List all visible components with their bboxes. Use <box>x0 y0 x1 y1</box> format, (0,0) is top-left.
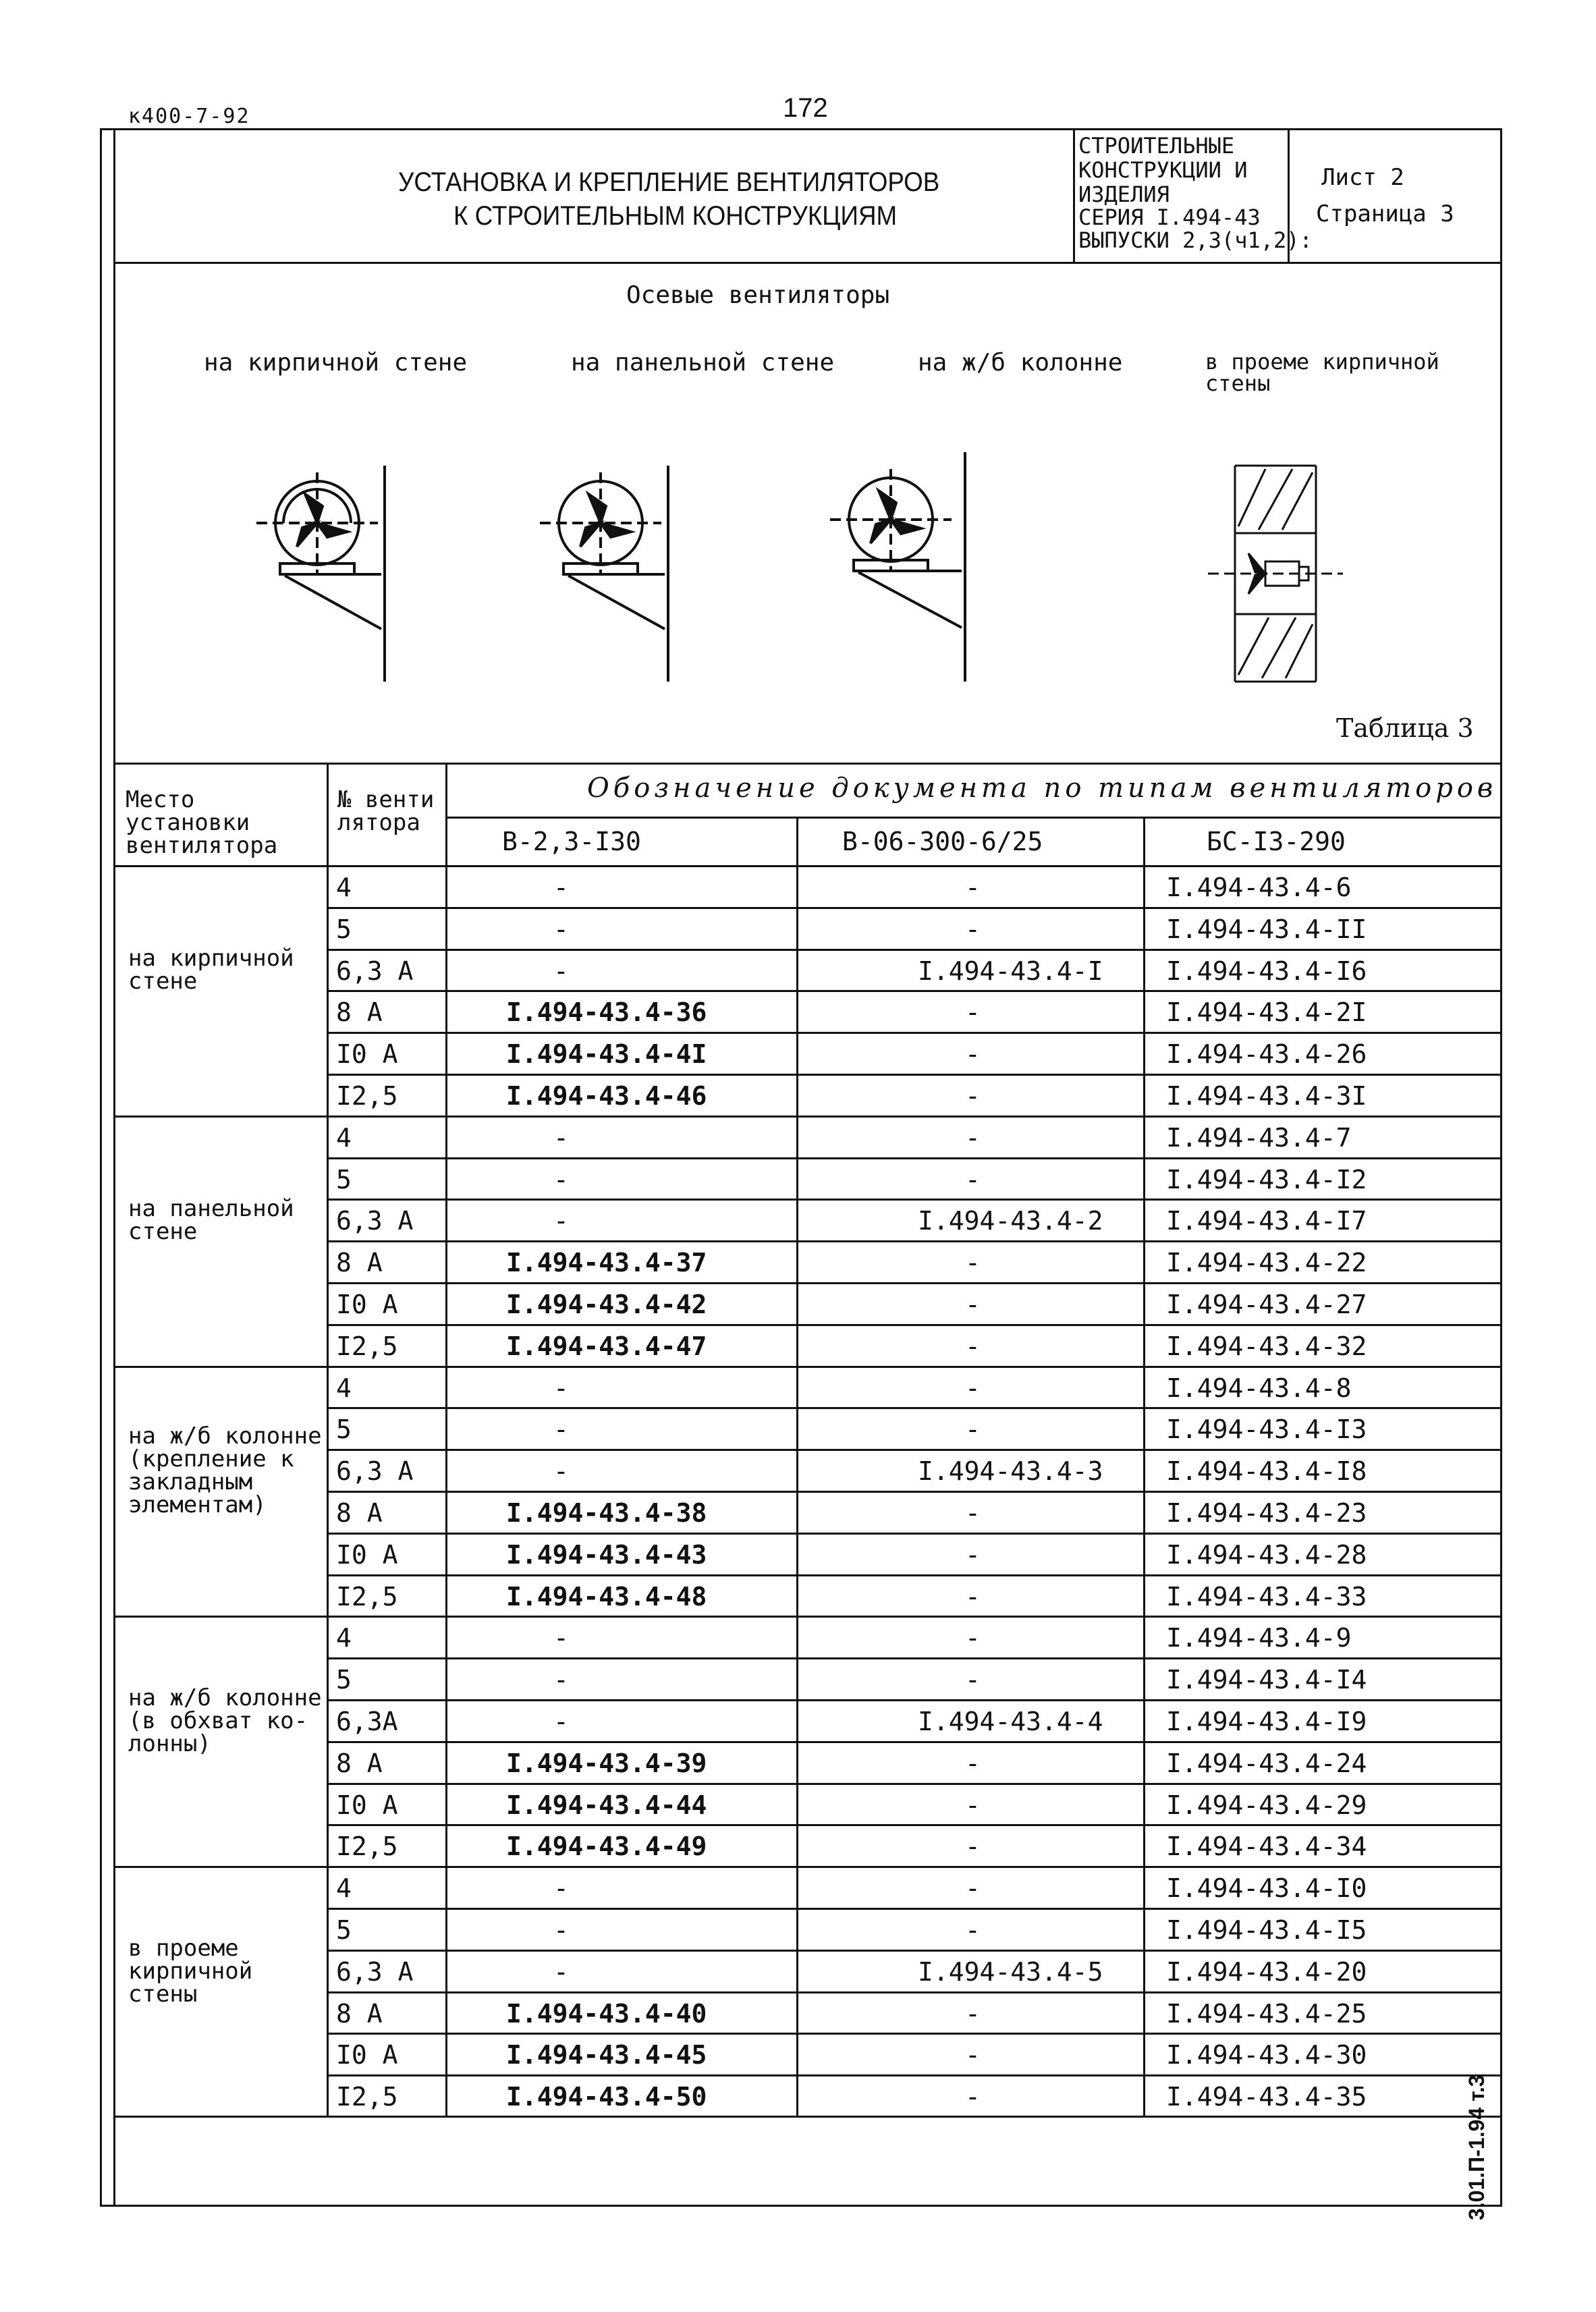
row-line <box>327 1407 1502 1409</box>
group-separator <box>113 1616 1502 1618</box>
doc-cell-type3: I.494-43.4-29 <box>1166 1790 1367 1820</box>
group-separator <box>113 865 1502 867</box>
doc-cell-type3: I.494-43.4-I7 <box>1166 1206 1367 1236</box>
doc-cell-type1: I.494-43.4-44 <box>506 1790 707 1820</box>
doc-cell-type1: I.494-43.4-50 <box>506 2082 707 2112</box>
fan-number-cell: 4 <box>336 1122 352 1153</box>
page-number: 172 <box>783 93 828 123</box>
doc-cell-type3: I.494-43.4-8 <box>1166 1373 1352 1403</box>
doc-cell-type2: - <box>965 1414 981 1445</box>
doc-cell-type2: - <box>965 873 981 902</box>
doc-cell-type2: - <box>965 1331 981 1361</box>
col-line-place <box>327 763 329 2116</box>
fan-number-cell: 4 <box>336 873 352 902</box>
doc-cell-type3: I.494-43.4-24 <box>1166 1748 1367 1778</box>
row-line <box>327 1574 1502 1576</box>
row-line <box>327 1741 1502 1743</box>
doc-cell-type1: - <box>553 1373 569 1403</box>
doc-cell-type3: I.494-43.4-35 <box>1166 2082 1367 2112</box>
caption-brick-wall: на кирпичной стене <box>204 349 468 377</box>
row-line <box>327 1657 1502 1659</box>
doc-cell-type3: I.494-43.4-6 <box>1166 873 1352 902</box>
fan-column-drawing <box>810 445 972 688</box>
fan-number-cell: I0 А <box>336 2040 398 2070</box>
title-block-divider-1 <box>1073 128 1075 262</box>
doc-cell-type2: I.494-43.4-I <box>918 956 1103 986</box>
doc-cell-type1: I.494-43.4-45 <box>506 2040 707 2070</box>
row-line <box>327 949 1502 951</box>
doc-cell-type3: I.494-43.4-7 <box>1166 1122 1352 1153</box>
group-place-label: на ж/б колонне (в обхват ко- лонны) <box>128 1684 322 1757</box>
doc-cell-type3: I.494-43.4-I8 <box>1166 1456 1367 1487</box>
doc-cell-type3: I.494-43.4-23 <box>1166 1498 1367 1528</box>
doc-cell-type1: I.494-43.4-49 <box>506 1832 707 1862</box>
row-line <box>327 1533 1502 1535</box>
doc-cell-type3: I.494-43.4-22 <box>1166 1248 1367 1278</box>
doc-cell-type3: I.494-43.4-33 <box>1166 1581 1367 1612</box>
fan-number-cell: 8 А <box>336 1998 383 2029</box>
doc-cell-type1: - <box>553 1122 569 1153</box>
doc-cell-type1: - <box>553 873 569 902</box>
doc-cell-type2: - <box>965 1122 981 1153</box>
fan-number-cell: 4 <box>336 1373 352 1403</box>
fan-number-cell: 6,3 А <box>336 1206 414 1236</box>
fan-number-cell: I2,5 <box>336 1331 398 1361</box>
doc-cell-type2: - <box>965 997 981 1028</box>
doc-cell-type1: - <box>553 1915 569 1945</box>
doc-cell-type1: I.494-43.4-43 <box>506 1539 707 1570</box>
fan-number-cell: 4 <box>336 1873 352 1904</box>
doc-cell-type3: I.494-43.4-20 <box>1166 1956 1367 1987</box>
doc-cell-type1: I.494-43.4-48 <box>506 1581 707 1612</box>
header-document: Обозначение документа по типам вентиляторов <box>587 773 1497 804</box>
fan-number-cell: 8 А <box>336 1248 383 1278</box>
table-top-line <box>113 763 1502 765</box>
row-line <box>327 1491 1502 1493</box>
caption-column: на ж/б колонне <box>918 349 1123 377</box>
fan-number-cell: 6,3 А <box>336 1956 414 1987</box>
doc-cell-type3: I.494-43.4-34 <box>1166 1832 1367 1862</box>
doc-cell-type3: I.494-43.4-26 <box>1166 1039 1367 1070</box>
fan-number-cell: I2,5 <box>336 1832 398 1862</box>
fan-brick-wall-drawing <box>243 452 405 688</box>
col-line-type2 <box>1143 817 1145 2116</box>
doc-cell-type1: - <box>553 1665 569 1695</box>
doc-cell-type3: I.494-43.4-28 <box>1166 1539 1367 1570</box>
doc-cell-type3: I.494-43.4-9 <box>1166 1623 1352 1653</box>
doc-cell-type3: I.494-43.4-3I <box>1166 1081 1367 1111</box>
doc-cell-type1: I.494-43.4-36 <box>506 997 707 1028</box>
doc-cell-type2: - <box>965 1248 981 1278</box>
doc-cell-type1: - <box>553 1623 569 1653</box>
fan-number-cell: 5 <box>336 1164 352 1194</box>
fan-number-cell: 5 <box>336 1665 352 1695</box>
fan-number-cell: 5 <box>336 914 352 944</box>
row-line <box>327 1950 1502 1952</box>
doc-cell-type1: - <box>553 1414 569 1445</box>
group-place-label: на панельной стене <box>128 1195 294 1246</box>
series-line-5: ВЫПУСКИ 2,3(ч1,2): <box>1078 227 1313 253</box>
row-line <box>327 1157 1502 1159</box>
group-separator <box>113 1366 1502 1368</box>
row-line <box>327 1783 1502 1785</box>
section-title: Осевые вентиляторы <box>626 281 890 309</box>
title-line-2: К СТРОИТЕЛЬНЫМ КОНСТРУКЦИЯМ <box>453 201 898 231</box>
doc-cell-type1: - <box>553 1956 569 1987</box>
header-number: № венти лятора <box>337 786 435 836</box>
fan-number-cell: 8 А <box>336 997 383 1028</box>
fan-number-cell: 6,3 А <box>336 956 414 986</box>
caption-opening-1: в проеме кирпичной <box>1205 349 1439 375</box>
doc-cell-type1: I.494-43.4-40 <box>506 1998 707 2029</box>
doc-cell-type1: I.494-43.4-42 <box>506 1290 707 1319</box>
table-label: Таблица 3 <box>1336 713 1474 743</box>
fan-number-cell: 6,3А <box>336 1707 398 1736</box>
doc-cell-type1: I.494-43.4-4I <box>506 1039 707 1070</box>
fan-number-cell: I0 А <box>336 1539 398 1570</box>
fan-number-cell: 8 А <box>336 1498 383 1528</box>
doc-cell-type1: I.494-43.4-39 <box>506 1748 707 1778</box>
group-separator <box>113 1116 1502 1118</box>
doc-cell-type2: - <box>965 1081 981 1111</box>
fan-number-cell: I0 А <box>336 1790 398 1820</box>
doc-cell-type2: - <box>965 1832 981 1862</box>
doc-cell-type1: I.494-43.4-38 <box>506 1498 707 1528</box>
fan-number-cell: I0 А <box>336 1290 398 1319</box>
fan-number-cell: I2,5 <box>336 1081 398 1111</box>
doc-cell-type2: - <box>965 1581 981 1612</box>
doc-cell-type3: I.494-43.4-I6 <box>1166 956 1367 986</box>
doc-cell-type3: I.494-43.4-I0 <box>1166 1873 1367 1904</box>
row-line <box>327 1240 1502 1242</box>
row-line <box>327 1282 1502 1284</box>
doc-cell-type1: - <box>553 1873 569 1904</box>
fan-number-cell: I0 А <box>336 1039 398 1070</box>
doc-cell-type3: I.494-43.4-2I <box>1166 997 1367 1028</box>
fan-panel-wall-drawing <box>526 452 688 688</box>
type-column-2: В-06-300-6/25 <box>842 827 1043 856</box>
group-place-label: в проеме кирпичной стены <box>128 1934 253 2008</box>
row-line <box>327 1908 1502 1910</box>
doc-cell-type2: - <box>965 1998 981 2029</box>
doc-cell-type2: - <box>965 1498 981 1528</box>
fan-number-cell: 4 <box>336 1623 352 1653</box>
doc-cell-type2: - <box>965 1748 981 1778</box>
doc-cell-type3: I.494-43.4-II <box>1166 914 1367 944</box>
doc-cell-type2: - <box>965 2040 981 2070</box>
doc-cell-type3: I.494-43.4-I9 <box>1166 1707 1367 1736</box>
row-line <box>327 1991 1502 1993</box>
doc-cell-type1: - <box>553 1206 569 1236</box>
row-line <box>327 1199 1502 1201</box>
doc-cell-type1: - <box>553 1707 569 1736</box>
doc-cell-type2: - <box>965 914 981 944</box>
doc-cell-type2: I.494-43.4-5 <box>918 1956 1103 1987</box>
doc-cell-type2: - <box>965 1665 981 1695</box>
group-separator <box>113 1866 1502 1868</box>
doc-cell-type1: I.494-43.4-46 <box>506 1081 707 1111</box>
fan-opening-drawing <box>1201 459 1350 688</box>
fan-number-cell: 6,3 А <box>336 1456 414 1487</box>
row-line <box>327 1449 1502 1451</box>
row-line <box>327 1324 1502 1326</box>
doc-cell-type2: - <box>965 1039 981 1070</box>
table-bottom-line <box>113 2116 1502 2118</box>
fan-number-cell: 5 <box>336 1915 352 1945</box>
doc-cell-type3: I.494-43.4-I2 <box>1166 1164 1367 1194</box>
row-line <box>327 907 1502 909</box>
doc-cell-type1: - <box>553 1456 569 1487</box>
col-line-type1 <box>796 817 798 2116</box>
doc-cell-type2: - <box>965 1623 981 1653</box>
caption-panel-wall: на панельной стене <box>571 349 835 377</box>
group-place-label: на ж/б колонне (крепление к закладным элементам) <box>128 1423 322 1518</box>
doc-cell-type3: I.494-43.4-25 <box>1166 1998 1367 2029</box>
frame-left-inner-line <box>113 128 115 2207</box>
document-code: к400-7-92 <box>128 105 250 128</box>
doc-cell-type2: - <box>965 1373 981 1403</box>
series-line-4: СЕРИЯ I.494-43 <box>1078 204 1261 230</box>
side-code: 3.01.П-1.94 т.3 <box>1464 2074 1489 2220</box>
row-line <box>327 1699 1502 1701</box>
series-line-3: ИЗДЕЛИЯ <box>1078 182 1170 207</box>
row-line <box>327 1074 1502 1076</box>
fan-number-cell: I2,5 <box>336 2082 398 2112</box>
row-line <box>327 1824 1502 1826</box>
row-line <box>327 2033 1502 2035</box>
doc-cell-type1: - <box>553 956 569 986</box>
type-column-3: БС-I3-290 <box>1207 827 1346 856</box>
type-header-line <box>445 817 1502 819</box>
doc-cell-type3: I.494-43.4-I4 <box>1166 1665 1367 1695</box>
fan-number-cell: I2,5 <box>336 1581 398 1612</box>
doc-cell-type2: - <box>965 1164 981 1194</box>
doc-cell-type1: I.494-43.4-37 <box>506 1248 707 1278</box>
doc-cell-type2: I.494-43.4-4 <box>918 1707 1103 1736</box>
doc-cell-type3: I.494-43.4-I5 <box>1166 1915 1367 1945</box>
doc-cell-type3: I.494-43.4-I3 <box>1166 1414 1367 1445</box>
doc-cell-type1: - <box>553 1164 569 1194</box>
doc-cell-type2: - <box>965 1873 981 1904</box>
type-column-1: В-2,3-I30 <box>502 827 641 856</box>
caption-opening-2: стены <box>1205 370 1271 396</box>
doc-cell-type1: - <box>553 914 569 944</box>
doc-cell-type2: - <box>965 1915 981 1945</box>
doc-cell-type2: - <box>965 1539 981 1570</box>
group-place-label: на кирпичной стене <box>128 945 294 995</box>
fan-number-cell: 5 <box>336 1414 352 1445</box>
title-line-1: УСТАНОВКА И КРЕПЛЕНИЕ ВЕНТИЛЯТОРОВ <box>398 167 940 197</box>
doc-cell-type2: I.494-43.4-2 <box>918 1206 1103 1236</box>
doc-cell-type3: I.494-43.4-32 <box>1166 1331 1367 1361</box>
doc-cell-type3: I.494-43.4-27 <box>1166 1290 1367 1319</box>
row-line <box>327 2074 1502 2076</box>
sheet-label: Лист 2 <box>1321 164 1404 191</box>
doc-cell-type2: I.494-43.4-3 <box>918 1456 1103 1487</box>
title-block-bottom-line <box>113 262 1502 264</box>
header-place: Место установки вентилятора <box>126 786 278 859</box>
row-line <box>327 990 1502 992</box>
row-line <box>327 1032 1502 1034</box>
doc-cell-type2: - <box>965 1290 981 1319</box>
doc-cell-type2: - <box>965 2082 981 2112</box>
series-line-1: СТРОИТЕЛЬНЫЕ <box>1078 133 1235 159</box>
doc-cell-type2: - <box>965 1790 981 1820</box>
fan-number-cell: 8 А <box>336 1748 383 1778</box>
page-label: Страница 3 <box>1316 200 1454 227</box>
series-line-2: КОНСТРУКЦИИ И <box>1078 157 1248 183</box>
doc-cell-type1: I.494-43.4-47 <box>506 1331 707 1361</box>
doc-cell-type3: I.494-43.4-30 <box>1166 2040 1367 2070</box>
col-line-number <box>445 763 447 2116</box>
